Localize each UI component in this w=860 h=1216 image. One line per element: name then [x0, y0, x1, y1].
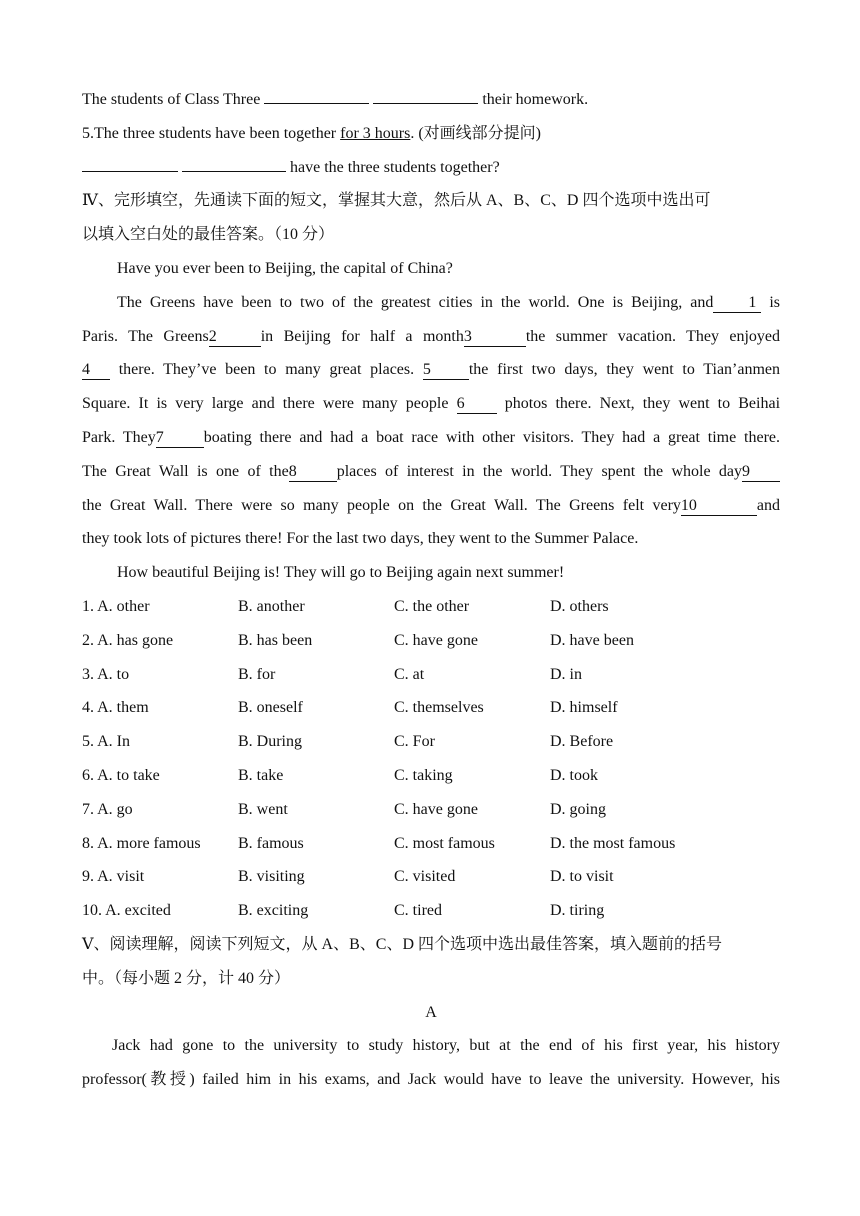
q4-answer-line: The students of Class Three their homework.	[82, 83, 780, 117]
option-a[interactable]: 4. A. them	[82, 699, 149, 717]
question-5: 5.The three students have been together for 3 hours. (对画线部分提问)	[82, 124, 542, 142]
option-b[interactable]: B. oneself	[238, 699, 303, 717]
blank-8[interactable]: 8	[289, 463, 337, 482]
option-d[interactable]: D. in	[550, 665, 582, 683]
reading-line: professor(教授) failed him in his exams, and Jack would have to leave the university. However, his	[82, 1071, 780, 1089]
blank-10[interactable]: 10	[681, 497, 757, 516]
option-c[interactable]: C. For	[394, 733, 435, 751]
reading-line: Jack had gone to the university to study history, but at the end of his first year, his history	[112, 1037, 780, 1055]
option-a[interactable]: 1. A. other	[82, 597, 150, 615]
section-4-heading: Ⅳ、完形填空，先通读下面的短文，掌握其大意，然后从 A、B、C、D 四个选项中选出可	[82, 192, 711, 210]
option-row	[82, 793, 780, 827]
option-b[interactable]: B. visiting	[238, 868, 305, 886]
passage-paragraph: Have you ever been to Beijing, the capital of China?	[117, 259, 453, 277]
passage-line: they took lots of pictures there! For the last two days, they went to the Summer Palace.	[82, 530, 639, 548]
option-b[interactable]: B. another	[238, 597, 305, 615]
answer-blank[interactable]	[182, 153, 286, 172]
option-a[interactable]: 2. A. has gone	[82, 631, 174, 649]
option-a[interactable]: 5. A. In	[82, 733, 130, 751]
option-c[interactable]: C. taking	[394, 766, 453, 784]
blank-2[interactable]: 2	[209, 328, 261, 347]
q5-answer-line: have the three students together?	[82, 151, 780, 185]
option-c[interactable]: C. tired	[394, 902, 442, 920]
option-b[interactable]: B. went	[238, 800, 288, 818]
blank-5[interactable]: 5	[423, 361, 469, 380]
option-row	[82, 691, 780, 725]
answer-blank[interactable]	[373, 85, 478, 104]
option-c[interactable]: C. have gone	[394, 631, 478, 649]
option-b[interactable]: B. take	[238, 766, 284, 784]
option-c[interactable]: C. visited	[394, 868, 456, 886]
option-row	[82, 860, 780, 894]
blank-7[interactable]: 7	[156, 429, 204, 448]
passage-line: Park. They7 boating there and had a boat race with other visitors. They had a great time there.	[82, 428, 780, 446]
option-d[interactable]: D. others	[550, 597, 609, 615]
option-d[interactable]: D. took	[550, 766, 598, 784]
section-5-heading: Ⅴ、阅读理解，阅读下列短文，从 A、B、C、D 四个选项中选出最佳答案，填入题前的括号	[82, 935, 723, 953]
worksheet-page	[82, 83, 780, 1097]
passage-line: Square. It is very large and there were many people 6 photos there. Next, they went to Beihai	[82, 395, 781, 413]
passage-line: The Great Wall is one of the8 places of interest in the world. They spent the whole day9	[82, 455, 780, 489]
option-row	[82, 894, 780, 928]
option-row	[82, 590, 780, 624]
option-d[interactable]: D. have been	[550, 631, 634, 649]
option-row	[82, 725, 780, 759]
option-b[interactable]: B. exciting	[238, 902, 309, 920]
option-c[interactable]: C. at	[394, 665, 425, 683]
option-d[interactable]: D. himself	[550, 699, 618, 717]
blank-9[interactable]: 9	[742, 463, 780, 482]
option-b[interactable]: B. famous	[238, 834, 304, 852]
option-b[interactable]: B. During	[238, 733, 302, 751]
option-a[interactable]: 10. A. excited	[82, 902, 171, 920]
option-c[interactable]: C. have gone	[394, 800, 478, 818]
option-d[interactable]: D. to visit	[550, 868, 614, 886]
option-d[interactable]: D. the most famous	[550, 834, 676, 852]
section-5-heading-cont: 中。（每小题 2 分，计 40 分）	[82, 969, 291, 987]
option-a[interactable]: 8. A. more famous	[82, 834, 201, 852]
option-a[interactable]: 3. A. to	[82, 665, 130, 683]
option-row	[82, 624, 780, 658]
option-a[interactable]: 6. A. to take	[82, 766, 160, 784]
passage-line: 4 there. They’ve been to many great places. 5 the first two days, they went to Tian’anmen	[82, 361, 781, 379]
section-4-heading-cont: 以填入空白处的最佳答案。（10 分）	[82, 226, 335, 244]
option-d[interactable]: D. Before	[550, 733, 614, 751]
blank-6[interactable]: 6	[457, 395, 497, 414]
reading-part-title: A	[425, 1003, 437, 1021]
answer-blank[interactable]	[264, 85, 369, 104]
answer-blank[interactable]	[82, 153, 178, 172]
underlined-phrase: for 3 hours	[340, 124, 411, 142]
option-row	[82, 827, 780, 861]
option-d[interactable]: D. tiring	[550, 902, 605, 920]
passage-line: Paris. The Greens2 in Beijing for half a month3 the summer vacation. They enjoyed	[82, 327, 780, 345]
passage-line: the Great Wall. There were so many people on the Great Wall. The Greens felt very10 and	[82, 496, 780, 514]
option-b[interactable]: B. has been	[238, 631, 313, 649]
option-c[interactable]: C. most famous	[394, 834, 495, 852]
blank-3[interactable]: 3	[464, 328, 526, 347]
blank-1[interactable]: 1	[713, 294, 761, 313]
option-a[interactable]: 7. A. go	[82, 800, 133, 818]
option-c[interactable]: C. themselves	[394, 699, 484, 717]
passage-paragraph: How beautiful Beijing is! They will go to Beijing again next summer!	[117, 564, 565, 582]
options-list	[82, 590, 780, 928]
option-row	[82, 658, 780, 692]
option-c[interactable]: C. the other	[394, 597, 470, 615]
blank-4[interactable]: 4	[82, 361, 110, 380]
option-row	[82, 759, 780, 793]
option-b[interactable]: B. for	[238, 665, 276, 683]
option-d[interactable]: D. going	[550, 800, 606, 818]
option-a[interactable]: 9. A. visit	[82, 868, 145, 886]
passage-line: The Greens have been to two of the greatest cities in the world. One is Beijing, and 1 is	[117, 293, 781, 311]
